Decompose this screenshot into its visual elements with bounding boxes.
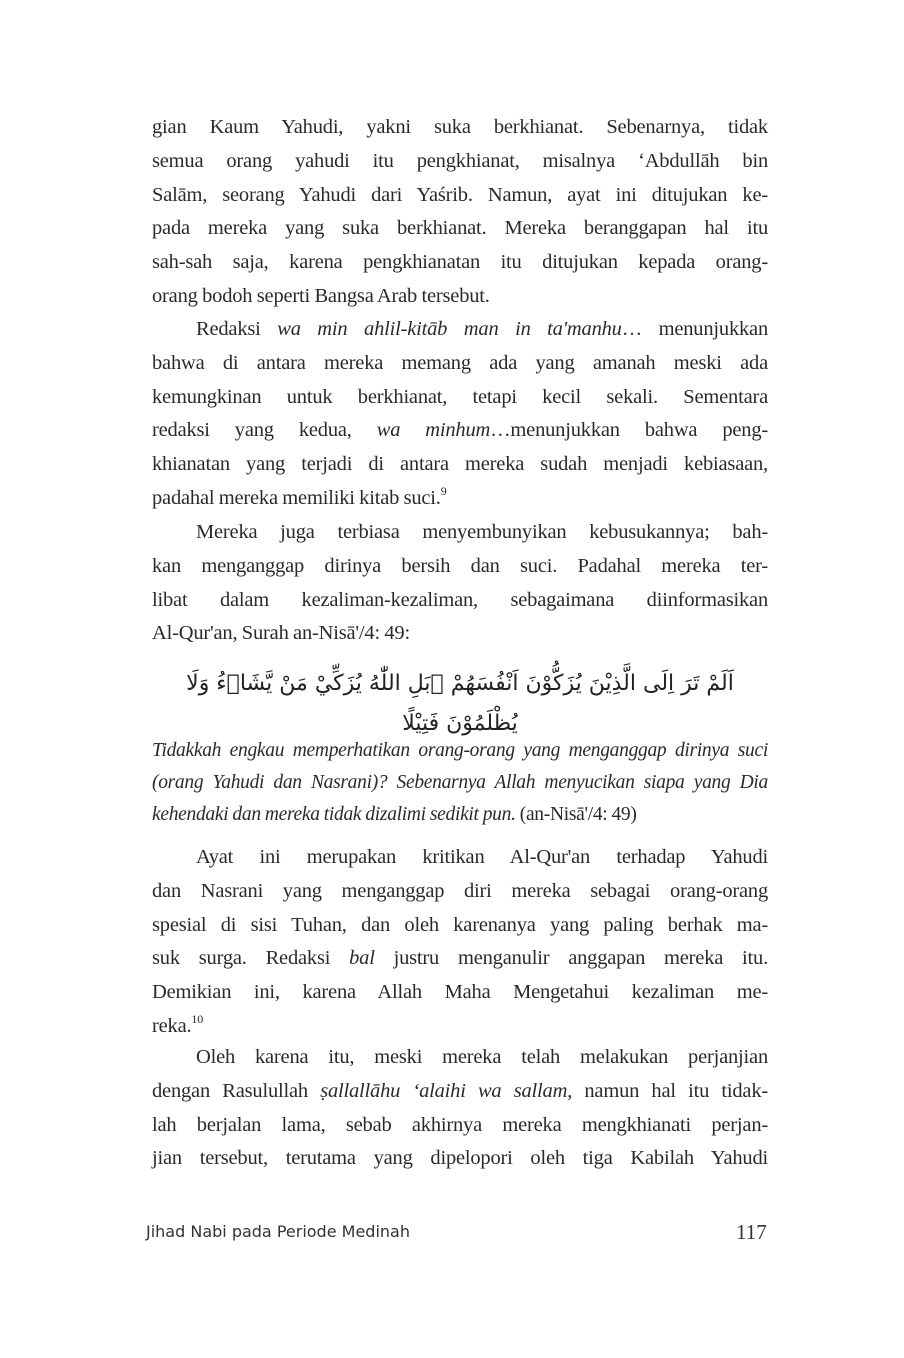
text-line xyxy=(152,617,768,651)
text-run: spesial di sisi Tuhan, dan oleh karenanya yang paling berhak ma- xyxy=(152,913,768,936)
italic-run: kehendaki dan mereka tidak dizalimi sedikit pun. xyxy=(152,804,516,825)
text-line xyxy=(152,1075,768,1109)
text-line xyxy=(152,381,768,415)
text-run: lah berjalan lama, sebab akhirnya mereka mengkhianati perjan- xyxy=(152,1113,768,1136)
italic-run: wa min ahlil-kitāb man in ta'manhu xyxy=(277,318,622,340)
text-line xyxy=(152,246,768,280)
text-line xyxy=(152,212,768,246)
text-run: justru menganulir anggapan mereka itu. xyxy=(374,947,768,970)
text-line xyxy=(152,448,768,482)
text-run: pada mereka yang suka berkhianat. Mereka beranggapan hal itu xyxy=(152,217,768,240)
text-run: padahal mereka memiliki kitab suci. xyxy=(152,486,441,509)
text-line xyxy=(152,1142,768,1176)
footnote-marker: 10 xyxy=(191,1011,204,1026)
text-line xyxy=(152,909,768,943)
page-number: 117 xyxy=(736,1220,767,1244)
italic-run: Tidakkah engkau memperhatikan orang-orang yang menganggap dirinya suci xyxy=(152,740,768,761)
text-line xyxy=(152,313,768,347)
text-line xyxy=(152,482,768,516)
text-run: Salām, seorang Yahudi dari Yaśrib. Namun, ayat ini ditujukan ke- xyxy=(152,183,768,206)
text-run: dan Nasrani yang menganggap diri mereka sebagai orang-orang xyxy=(152,879,768,902)
text-run: reka. xyxy=(152,1014,192,1037)
text-line xyxy=(152,516,768,550)
text-line xyxy=(152,145,768,179)
paragraph-1 xyxy=(152,111,768,314)
text-line xyxy=(152,767,768,799)
text-line xyxy=(152,875,768,909)
text-line xyxy=(152,179,768,213)
paragraph-5 xyxy=(152,1041,768,1176)
text-run: Ayat ini merupakan kritikan Al-Qur'an terhadap Yahudi xyxy=(196,846,768,868)
text-run: khianatan yang terjadi di antara mereka sudah menjadi kebiasaan, xyxy=(152,453,768,476)
footnote-marker: 9 xyxy=(440,483,447,498)
italic-run: (orang Yahudi dan Nasrani)? Sebenarnya Allah menyucikan siapa yang Dia xyxy=(152,772,768,793)
paragraph-3 xyxy=(152,516,768,651)
text-run: libat dalam kezaliman-kezaliman, sebagaimana diinformasikan xyxy=(152,588,768,611)
text-line xyxy=(152,550,768,584)
text-line xyxy=(152,584,768,618)
text-line xyxy=(152,942,768,976)
text-run: Redaksi xyxy=(196,318,278,340)
paragraph-4 xyxy=(152,841,768,1044)
text-run: kan menganggap dirinya bersih dan suci. Padahal mereka ter- xyxy=(152,554,768,577)
text-run: Oleh karena itu, meski mereka telah melakukan perjanjian xyxy=(196,1046,768,1068)
arabic-verse: اَلَمْ تَرَ اِلَى الَّذِيْنَ يُزَكُّوْنَ اَنْفُسَهُمْ ۗبَلِ اللّٰهُ يُزَكِّيْ مَنْ يَّشَاۤءُ وَلَا يُظْلَمُوْنَ فَتِيْلًا xyxy=(186,671,734,736)
text-run: kemungkinan untuk berkhianat, tetapi kecil sekali. Sementara xyxy=(152,385,768,408)
text-line xyxy=(152,976,768,1010)
text-run: jian tersebut, terutama yang dipelopori oleh tiga Kabilah Yahudi xyxy=(152,1147,768,1170)
paragraph-2 xyxy=(152,313,768,516)
text-run: dengan Rasulullah xyxy=(152,1079,321,1102)
text-run: , namun hal itu tidak- xyxy=(567,1079,769,1102)
italic-run: ṣallallāhu ‘alaihi wa sallam xyxy=(320,1079,568,1102)
text-line xyxy=(152,111,768,145)
text-run: Mereka juga terbiasa menyembunyikan kebusukannya; bah- xyxy=(196,521,768,543)
text-run: Al-Qur'an, Surah an-Nisā'/4: 49: xyxy=(152,622,410,645)
text-run: gian Kaum Yahudi, yakni suka berkhianat. Sebenarnya, tidak xyxy=(152,116,768,138)
text-line xyxy=(152,414,768,448)
text-line xyxy=(152,1010,768,1044)
text-run: bahwa di antara mereka memang ada yang amanah meski ada xyxy=(152,351,768,374)
text-run: sah-sah saja, karena pengkhianatan itu ditujukan kepada orang- xyxy=(152,251,768,274)
text-line xyxy=(152,1041,768,1075)
text-line xyxy=(152,735,768,767)
text-run: … menunjukkan xyxy=(621,318,768,340)
text-run: suk surga. Redaksi xyxy=(152,947,350,970)
text-line xyxy=(152,1109,768,1143)
italic-run: wa minhum xyxy=(376,419,491,442)
text-run: (an-Nisā'/4: 49) xyxy=(515,804,637,825)
verse-translation xyxy=(152,735,768,831)
running-title: Jihad Nabi pada Periode Medinah xyxy=(146,1222,410,1241)
text-run: Demikian ini, karena Allah Maha Mengetahui kezaliman me- xyxy=(152,981,768,1004)
text-line xyxy=(152,347,768,381)
text-run: …menunjukkan bahwa peng- xyxy=(490,419,768,442)
text-line xyxy=(152,841,768,875)
text-run: orang bodoh seperti Bangsa Arab tersebut. xyxy=(152,284,490,307)
text-line xyxy=(152,799,768,831)
text-run: redaksi yang kedua, xyxy=(152,419,377,442)
text-line xyxy=(152,280,768,314)
text-run: semua orang yahudi itu pengkhianat, misalnya ‘Abdullāh bin xyxy=(152,149,768,172)
italic-run: bal xyxy=(349,947,375,970)
